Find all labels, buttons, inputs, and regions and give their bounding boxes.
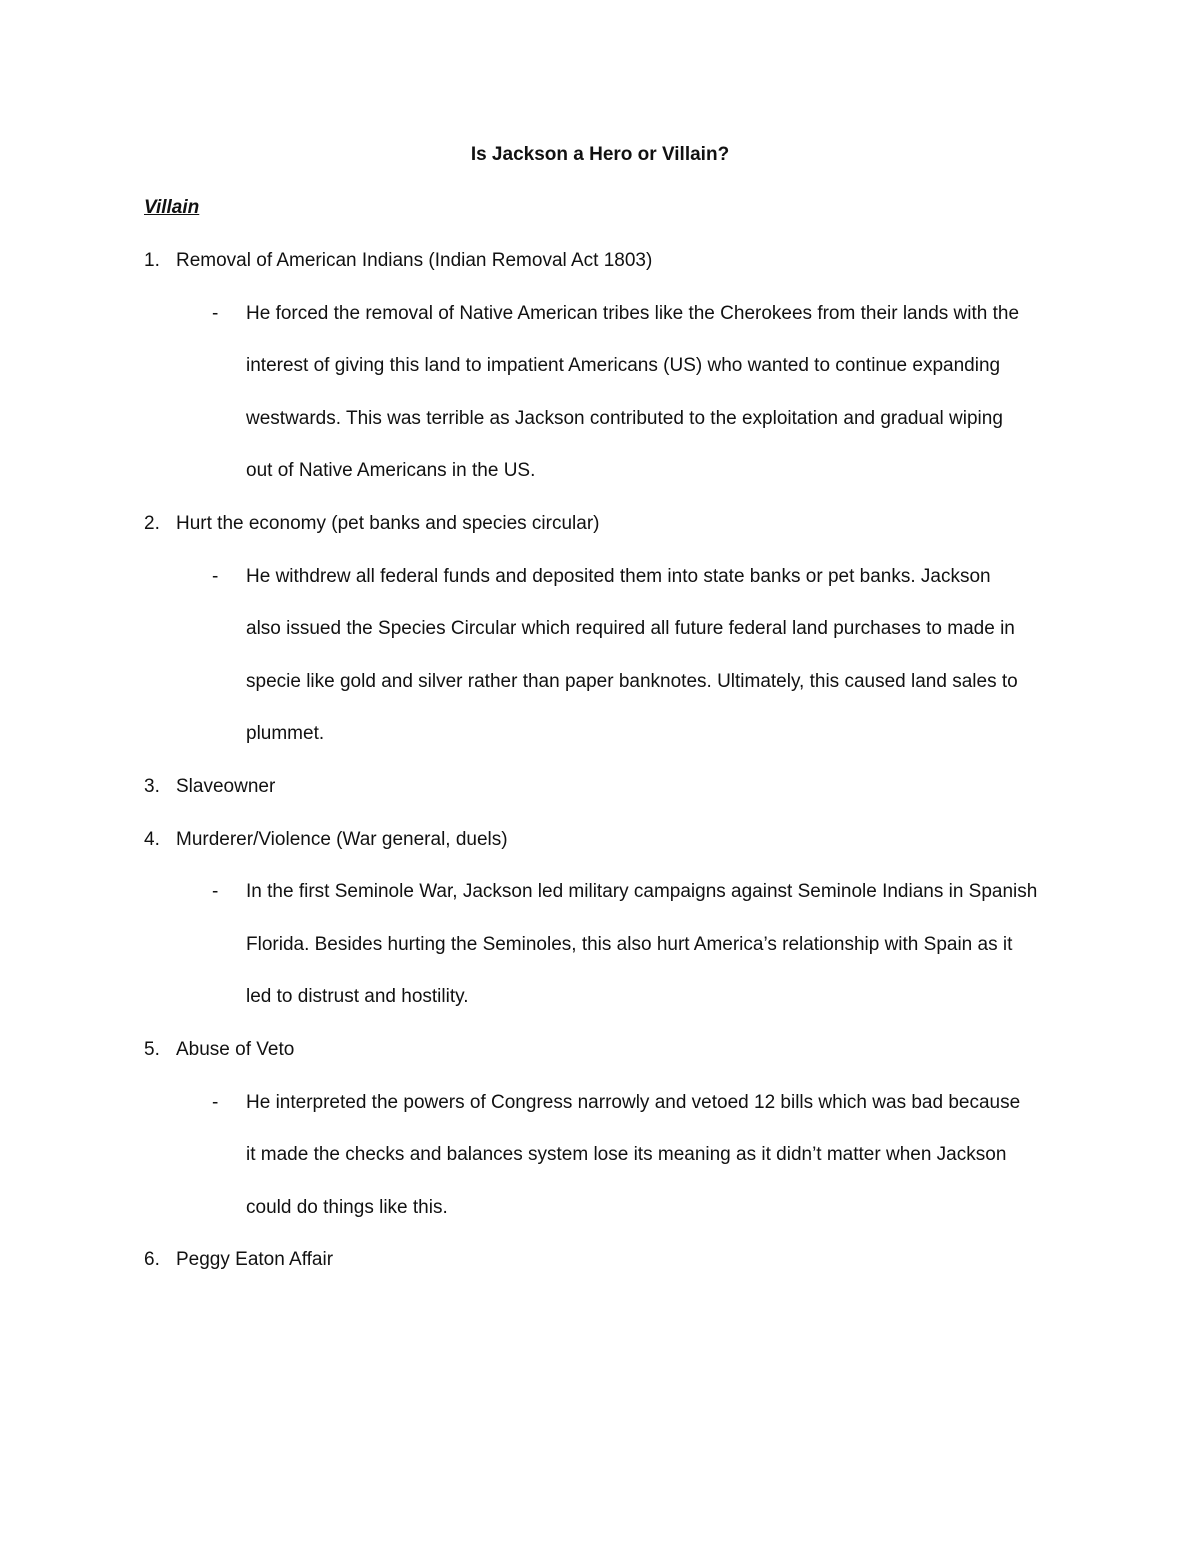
bullet-dash: - (212, 881, 219, 903)
detail-line (0, 722, 1200, 775)
detail-line-text: westwards. This was terrible as Jackson contributed to the exploitation and gradual wiping (246, 407, 1003, 429)
list-item-text: Abuse of Veto (176, 1038, 295, 1060)
list-item-heading (0, 828, 1200, 881)
list-item-text: Slaveowner (176, 775, 276, 797)
list-item (0, 512, 1200, 775)
detail-line (0, 670, 1200, 723)
detail-line-text: In the first Seminole War, Jackson led military campaigns against Seminole Indians in Spanish (246, 881, 1038, 903)
detail-line (0, 354, 1200, 407)
list-item (0, 775, 1200, 828)
list-item-detail (0, 1091, 1200, 1249)
detail-line (0, 1196, 1200, 1249)
list-item (0, 1038, 1200, 1248)
list-item (0, 1248, 1200, 1301)
list-item (0, 249, 1200, 512)
detail-line (0, 302, 1200, 355)
detail-line (0, 565, 1200, 618)
list-item-number: 1. (144, 250, 160, 271)
detail-line (0, 933, 1200, 986)
detail-line-text: led to distrust and hostility. (246, 986, 469, 1008)
detail-line-text: Florida. Besides hurting the Seminoles, this also hurt America’s relationship with Spain as it (246, 933, 1013, 955)
document-title: Is Jackson a Hero or Villain? (470, 144, 730, 165)
detail-line-text: out of Native Americans in the US. (246, 460, 536, 482)
list-item-number: 2. (144, 512, 160, 534)
list-item-text: Hurt the economy (pet banks and species circular) (176, 512, 600, 534)
bullet-dash: - (212, 1091, 219, 1113)
detail-line (0, 459, 1200, 512)
list-item-heading (0, 1248, 1200, 1301)
detail-line-text: He withdrew all federal funds and deposited them into state banks or pet banks. Jackson (246, 565, 991, 587)
list-item-number: 4. (144, 828, 160, 850)
detail-line-text: it made the checks and balances system lose its meaning as it didn’t matter when Jackson (246, 1144, 1007, 1166)
list-item-detail (0, 302, 1200, 512)
detail-line (0, 617, 1200, 670)
villain-list (0, 249, 1200, 1301)
detail-line-text: could do things like this. (246, 1196, 448, 1218)
detail-line-text: also issued the Species Circular which required all future federal land purchases to made in (246, 618, 1015, 640)
list-item-detail (0, 880, 1200, 1038)
list-item-heading (0, 1038, 1200, 1091)
detail-line-text: He forced the removal of Native American tribes like the Cherokees from their lands with the (246, 302, 1020, 324)
list-item-heading (0, 775, 1200, 828)
list-item-detail (0, 565, 1200, 775)
list-item-text: Removal of American Indians (Indian Removal Act 1803) (176, 250, 653, 271)
detail-line-text: plummet. (246, 723, 325, 745)
list-item (0, 828, 1200, 1038)
list-item-heading (0, 512, 1200, 565)
bullet-dash: - (212, 302, 219, 324)
detail-line (0, 985, 1200, 1038)
detail-line (0, 407, 1200, 460)
section-heading-villain: Villain (144, 197, 200, 218)
detail-line-text: interest of giving this land to impatient Americans (US) who wanted to continue expanding (246, 355, 1001, 377)
list-item-number: 5. (144, 1038, 160, 1060)
list-item-number: 3. (144, 775, 160, 797)
bullet-dash: - (212, 565, 219, 587)
list-item-heading (0, 249, 1200, 302)
list-item-text: Murderer/Violence (War general, duels) (176, 828, 508, 850)
detail-line-text: specie like gold and silver rather than paper banknotes. Ultimately, this caused land sales to (246, 670, 1018, 692)
list-item-number: 6. (144, 1249, 160, 1271)
detail-line-text: He interpreted the powers of Congress narrowly and vetoed 12 bills which was bad because (246, 1091, 1021, 1113)
detail-line (0, 1091, 1200, 1144)
list-item-text: Peggy Eaton Affair (176, 1249, 334, 1271)
detail-line (0, 1143, 1200, 1196)
detail-line (0, 880, 1200, 933)
